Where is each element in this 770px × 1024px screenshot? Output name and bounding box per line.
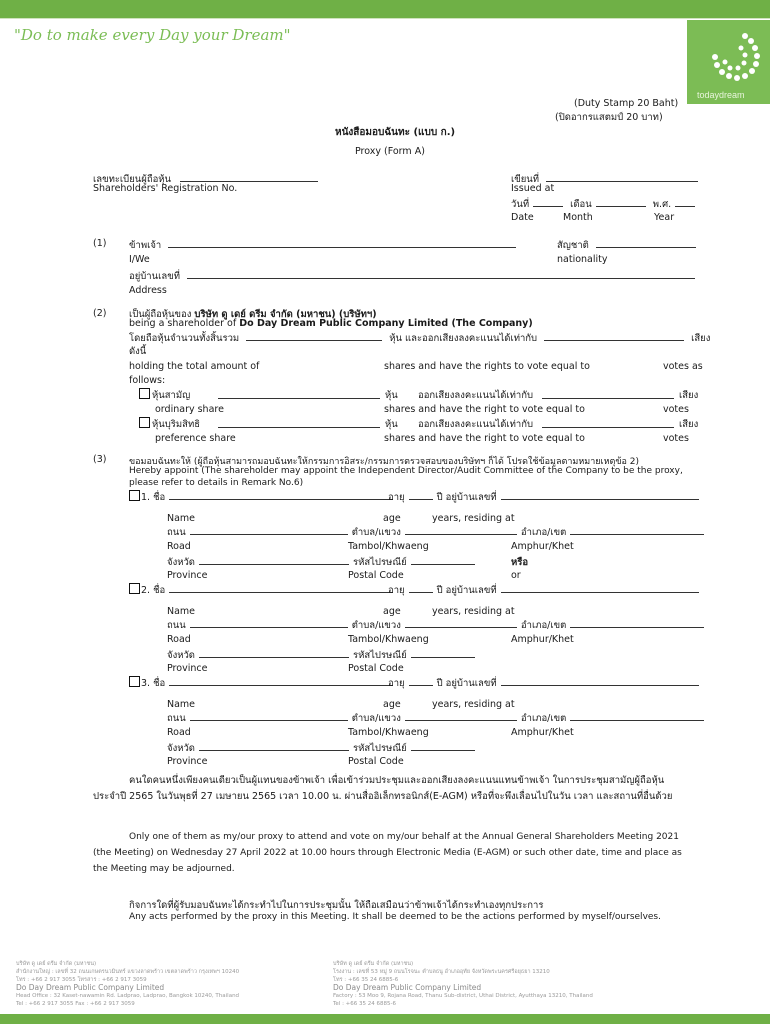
proxy-1-province-en: Province [167,570,208,581]
duty-stamp-th: (ปิดอากรแสตมป์ 20 บาท) [555,112,663,123]
appoint-th: ขอมอบฉันทะให้ (ผู้ถือหุ้นสามารถมอบฉันทะให้กรรมการอิสระ/กรรมการตรวจสอบของบริษัทฯ ก็ได้ โปรดใช้ข้อมูลตามหมายเหตุข้อ 2) [129,457,640,467]
month-field[interactable] [596,197,646,207]
proxy-2-province-en: Province [167,663,208,674]
proxy-3-postal-en: Postal Code [348,756,404,767]
form-title-th: หนังสือมอบฉันทะ (แบบ ก.) [335,127,456,138]
proxy-3-road-row: ถนน ตำบล/แขวง อำเภอ/เขต [167,711,708,726]
proxy-0-name-field[interactable] [169,490,393,500]
preference-shares-field[interactable] [218,418,380,428]
proxy-3-tambol-en: Tambol/Khwaeng [348,727,429,738]
appoint-en: Hereby appoint (The shareholder may appoint the Independent Director/Audit Committee of the Company to be the proxy, [129,466,683,476]
proxy-3-age-en: age [383,699,401,710]
ordinary-share-checkbox[interactable] [139,388,150,399]
date-row-th: วันที่ เดือน พ.ศ. [511,197,695,212]
proxy-0-tambol-field[interactable] [405,525,517,535]
shareholder-of-en: being a shareholder of Do Day Dream Public Company Limited (The Company) [129,318,533,329]
ordinary-share-row: หุ้นสามัญ [139,388,190,403]
preference-votes-field[interactable] [542,418,674,428]
proxy-2-postal-field[interactable] [411,741,475,751]
proxy-body-th: คนใดคนหนึ่งเพียงคนเดียวเป็นผู้แทนของข้าพเจ้า เพื่อเข้าร่วมประชุมและออกเสียงลงคะแนนแทนข้าพเจ้า ในการประชุมสามัญผู้ถือหุ้นประจำปี 2565 ในวันพุธที่ 27 เมษายน 2565 เวลา 10.00 น. ผ่านสื่ออิเล็กทรอนิกส์(E-AGM) หรือที่จะพึงเลื่อนไปในวัน เวลา และสถานที่อื่นด้วย [93,775,673,802]
top-green-bar [0,0,770,18]
proxy-3-province-en: Province [167,756,208,767]
proxy-1-age-en: age [383,513,401,524]
proxy-1-name-field[interactable] [169,583,393,593]
as-follows-th: ดังนี้ [129,346,147,357]
proxy-3-checkbox[interactable] [129,676,140,687]
date-field[interactable] [533,197,563,207]
proxy-1-province-field[interactable] [199,648,349,658]
proxy-0-amphur-field[interactable] [570,525,704,535]
votes-as-en: votes as [663,361,703,372]
name-field[interactable] [168,238,516,248]
proxy-0-age-field[interactable] [409,490,433,500]
form-title-en: Proxy (Form A) [355,146,425,157]
footer-left: บริษัท ดู เดย์ ดรีม จำกัด (มหาชน) สำนักงานใหญ่ : เลขที่ 32 ถนนเกษตรนวมินทร์ แขวงลาดพร้าว เขตลาดพร้าว กรุงเทพฯ 10240 โทร : +66 2 917 3055 โทรสาร : +66 2 917 3059 Do Day Dream Public Company Limited Head Office : 32 Kaset-nawamin Rd. Ladprao, Ladprao, Bangkok 10240, Thailand Tel : +66 2 917 3055 Fax : +66 2 917 3059 [16,961,240,1007]
ordinary-votes-field[interactable] [542,389,674,399]
shareholder-of-th: เป็นผู้ถือหุ้นของ บริษัท ดู เดย์ ดรีม จำกัด (มหาชน) (บริษัทฯ) [129,309,377,320]
ordinary-share-en: ordinary share [155,404,224,415]
proxy-3-age-row: อายุ ปี อยู่บ้านเลขที่ [388,676,703,691]
proxy-1-years-en: years, residing at [432,513,515,524]
total-shares-th: โดยถือหุ้นจำนวนทั้งสิ้นรวม หุ้น และออกเสียงลงคะแนนได้เท่ากับ เสียง [129,333,711,344]
i-we-th: ข้าพเจ้า [129,238,516,253]
proxy-2-road-row: ถนน ตำบล/แขวง อำเภอ/เขต [167,618,708,633]
address-th: อยู่บ้านเลขที่ [129,269,695,284]
preference-share-en: preference share [155,433,236,444]
preference-share-row: หุ้นบุริมสิทธิ [139,417,200,432]
ordinary-vote-th: ออกเสียงลงคะแนนได้เท่ากับ [418,390,534,401]
proxy-1-or-th: หรือ [511,557,529,568]
preference-share-checkbox[interactable] [139,417,150,428]
proxy-1-address-field[interactable] [501,583,699,593]
proxy-0-province-field[interactable] [199,555,349,565]
footer-right: บริษัท ดู เดย์ ดรีม จำกัด (มหาชน) โรงงาน : เลขที่ 53 หมู่ 9 ถนนโรจนะ ตำบลธนู อำเภออุทัย จังหวัดพระนครศรีอยุธยา 13210 โทร : +66 35 24 6885-6 Do Day Dream Public Company Limited Factory : 53 Moo 9, Rojana Road, Thanu Sub-district, Uthai District, Ayutthaya 13210, Thailand Tel : +66 35 24 6885-6 [333,961,593,1007]
proxy-3-years-en: years, residing at [432,699,515,710]
registration-label-th: เลขทะเบียนผู้ถือหุ้น [93,172,318,187]
year-label-en: Year [654,212,675,223]
proxy-2-province-row: จังหวัด รหัสไปรษณีย์ [167,648,479,663]
address-en: Address [129,285,167,296]
proxy-1-postal-field[interactable] [411,648,475,658]
issued-at-field[interactable] [546,172,698,182]
proxy-2-age-en: age [383,606,401,617]
proxy-3-road-en: Road [167,727,191,738]
proxy-3-name-row: 3. ชื่อ [129,676,397,691]
proxy-2-name-row: 2. ชื่อ [129,583,397,598]
proxy-1-name-en: Name [167,513,196,524]
total-votes-field[interactable] [544,331,684,341]
proxy-2-checkbox[interactable] [129,583,140,594]
date-label-en: Date [511,212,534,223]
proxy-2-age-row: อายุ ปี อยู่บ้านเลขที่ [388,583,703,598]
registration-field[interactable] [180,172,318,182]
proxy-2-name-en: Name [167,606,196,617]
ordinary-hun-th: หุ้น [385,390,398,401]
preference-hun-th: หุ้น [385,419,398,430]
ordinary-votes-en: votes [663,404,689,415]
bottom-green-bar [0,1014,770,1024]
ordinary-right-en: shares and have the right to vote equal to [384,404,585,415]
section2-number: (2) [93,308,107,319]
company-slogan: "Do to make every Day your Dream" [14,26,291,44]
preference-siang-th: เสียง [679,419,699,430]
proxy-1-amphur-en: Amphur/Khet [511,541,574,552]
proxy-2-years-en: years, residing at [432,606,515,617]
proxy-1-road-field[interactable] [190,618,348,628]
proxy-1-road-en: Road [167,541,191,552]
proxy-2-tambol-field[interactable] [405,711,517,721]
proxy-2-road-en: Road [167,634,191,645]
proxy-0-road-field[interactable] [190,525,348,535]
proxy-0-postal-field[interactable] [411,555,475,565]
shares-rights-en: shares and have the rights to vote equal to [384,361,590,372]
proxy-1-age-field[interactable] [409,583,433,593]
proxy-2-age-field[interactable] [409,676,433,686]
appoint-remark-en: please refer to details in Remark No.6) [129,478,304,488]
year-field[interactable] [675,197,695,207]
proxy-1-postal-en: Postal Code [348,570,404,581]
section3-number: (3) [93,454,107,465]
proxy-1-province-row: จังหวัด รหัสไปรษณีย์ [167,555,479,570]
acts-th: กิจการใดที่ผู้รับมอบฉันทะได้กระทำไปในการประชุมนั้น ให้ถือเสมือนว่าข้าพเจ้าได้กระทำเองทุกประการ [129,900,544,911]
proxy-1-age-row: อายุ ปี อยู่บ้านเลขที่ [388,490,703,505]
proxy-2-tambol-en: Tambol/Khwaeng [348,634,429,645]
proxy-2-amphur-field[interactable] [570,711,704,721]
proxy-2-name-field[interactable] [169,676,393,686]
proxy-0-address-field[interactable] [501,490,699,500]
proxy-1-tambol-field[interactable] [405,618,517,628]
proxy-1-tambol-en: Tambol/Khwaeng [348,541,429,552]
address-field[interactable] [187,269,695,279]
proxy-1-name-row: 1. ชื่อ [129,490,397,505]
preference-votes-en: votes [663,433,689,444]
proxy-2-province-field[interactable] [199,741,349,751]
holding-total-en: holding the total amount of [129,361,260,372]
issued-at-en: Issued at [511,183,555,194]
nationality-en: nationality [557,254,608,265]
proxy-2-address-field[interactable] [501,676,699,686]
duty-stamp-en: (Duty Stamp 20 Baht) [574,98,679,109]
proxy-1-or-en: or [511,570,521,581]
ordinary-siang-th: เสียง [679,390,699,401]
proxy-1-amphur-field[interactable] [570,618,704,628]
proxy-1-road-row: ถนน ตำบล/แขวง อำเภอ/เขต [167,525,708,540]
acts-en: Any acts performed by the proxy in this Meeting. It shall be deemed to be the actions performed by myself/ourselves. [129,912,661,922]
top-divider [0,18,770,19]
proxy-2-road-field[interactable] [190,711,348,721]
registration-label-en: Shareholders' Registration No. [93,183,238,194]
i-we-en: I/We [129,254,150,265]
nationality-th: สัญชาติ [557,238,696,253]
proxy-3-province-row: จังหวัด รหัสไปรษณีย์ [167,741,479,756]
preference-right-en: shares and have the right to vote equal to [384,433,585,444]
proxy-3-amphur-en: Amphur/Khet [511,727,574,738]
preference-vote-th: ออกเสียงลงคะแนนได้เท่ากับ [418,419,534,430]
logo-text: todaydream [697,90,745,100]
follows-en: follows: [129,375,166,386]
nationality-field[interactable] [596,238,696,248]
proxy-2-amphur-en: Amphur/Khet [511,634,574,645]
issued-at-th: เขียนที่ [511,172,698,187]
month-label-en: Month [563,212,593,223]
proxy-2-postal-en: Postal Code [348,663,404,674]
section1-number: (1) [93,238,107,249]
total-shares-field[interactable] [246,331,382,341]
proxy-3-name-en: Name [167,699,196,710]
ordinary-shares-field[interactable] [218,389,380,399]
proxy-body-en: Only one of them as my/our proxy to attend and vote on my/our behalf at the Annual General Shareholders Meeting 2021 (the Meeting) on Wednesday 27 April 2022 at 10.00 hours through Electronic Media (E-AGM) or such other date, time and place as the Meeting may be adjourned. [93,832,682,874]
proxy-1-checkbox[interactable] [129,490,140,501]
